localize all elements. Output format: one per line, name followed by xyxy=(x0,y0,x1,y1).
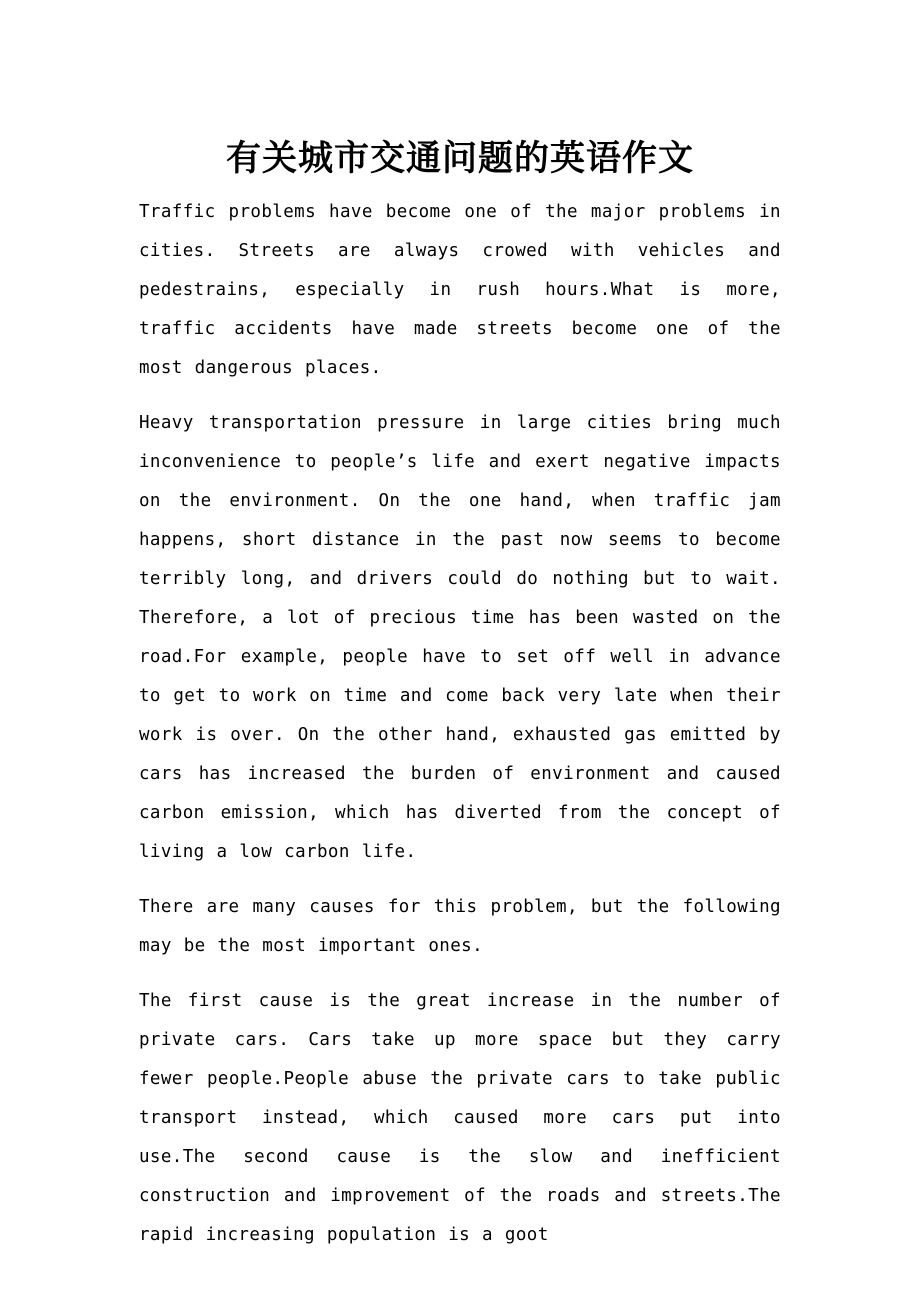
paragraph-first-cause: The first cause is the great increase in the number of private cars. Cars take up more space but they carry fewer people.People abuse the private cars to take public transport instead, which caused more cars put into use.The second cause is the slow and inefficient construction and improvement of the roads and streets.The rapid increasing population is a goot xyxy=(139,991,781,1245)
document-body xyxy=(139,193,781,1271)
document-title: 有关城市交通问题的英语作文 xyxy=(225,138,694,180)
paragraph-transportation-pressure: Heavy transportation pressure in large cities bring much inconvenience to people’s life and exert negative impacts on the environment. On the one hand, when traffic jam happens, short distance in the past now seems to become terribly long, and drivers could do nothing but to wait. Therefore, a lot of precious time has been wasted on the road.For example, people have to set off well in advance to get to work on time and come back very late when their work is over. On the other hand, exhausted gas emitted by cars has increased the burden of environment and caused carbon emission, which has diverted from the concept of living a low carbon life. xyxy=(139,413,781,862)
paragraph-traffic-problems: Traffic problems have become one of the major problems in cities. Streets are always crowed with vehicles and pedestrains, especially in rush hours.What is more, traffic accidents have made streets become one of the most dangerous places. xyxy=(139,202,781,378)
paragraph-causes-intro: There are many causes for this problem, but the following may be the most important ones. xyxy=(139,897,781,956)
